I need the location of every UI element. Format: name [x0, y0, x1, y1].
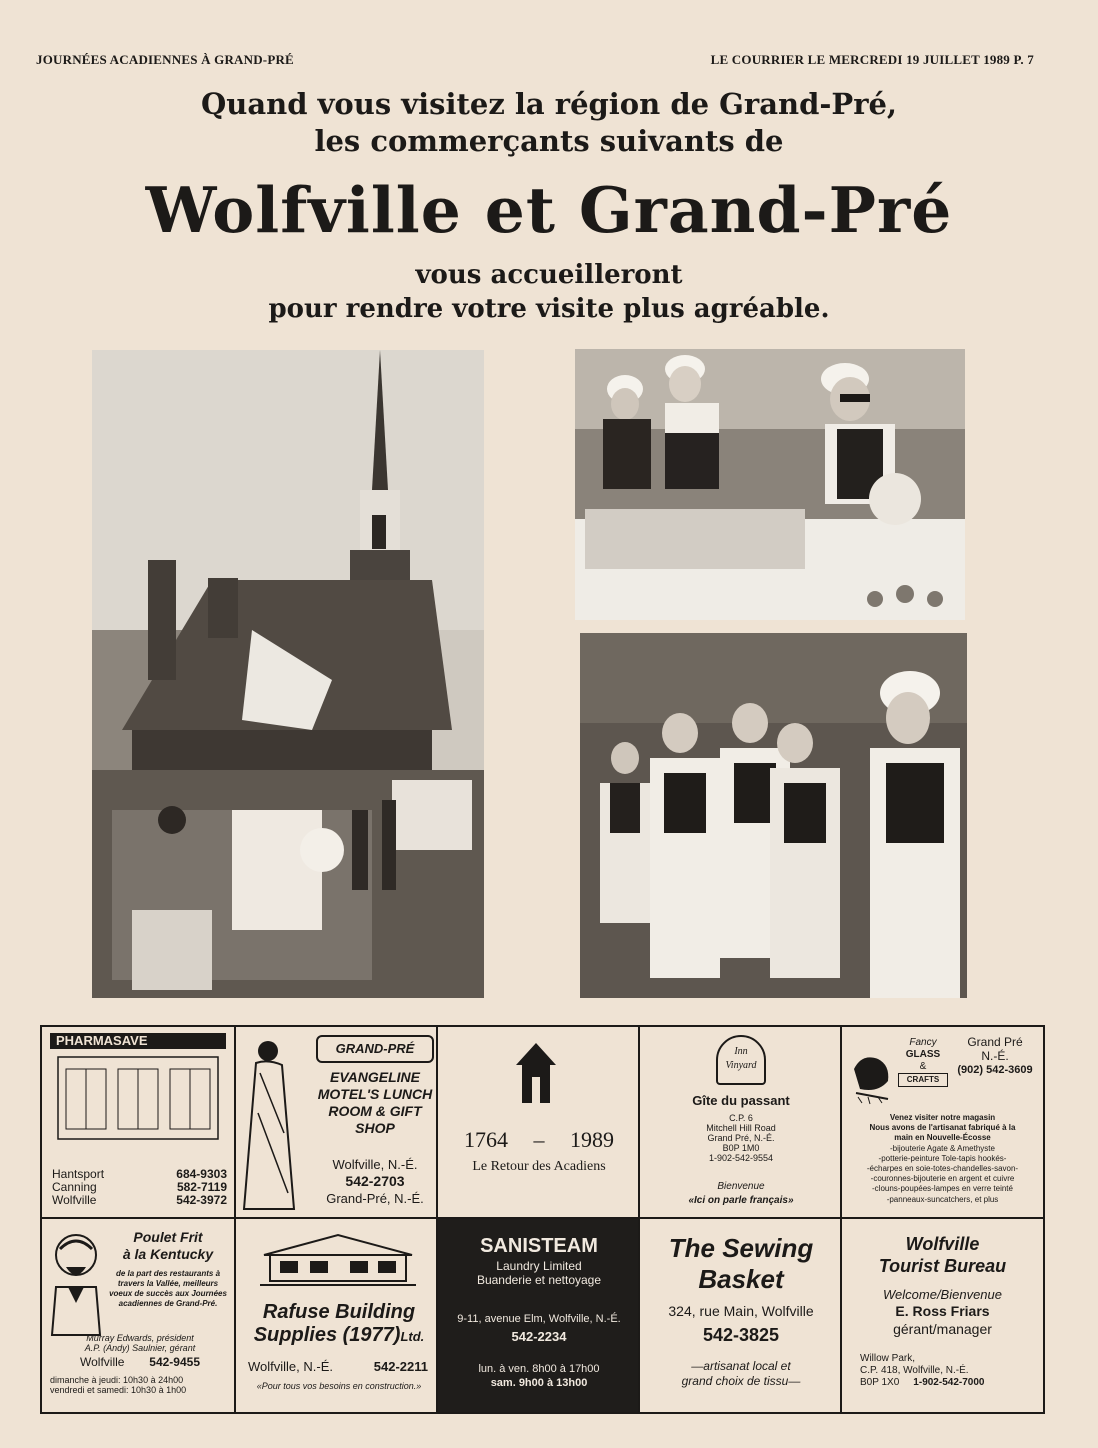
ad-fancy-glass [842, 1027, 1043, 1219]
pharmacy-storefront-illustration [56, 1053, 220, 1141]
ad-pharmasave [42, 1027, 236, 1219]
ad-evangeline [236, 1027, 438, 1219]
dancers-photo [580, 633, 967, 998]
evangeline-banner: GRAND-PRÉ [316, 1035, 434, 1063]
fancy-logo4: CRAFTS [898, 1073, 948, 1087]
sewing-tagline [640, 1359, 842, 1389]
gite-address-line: Grand Pré, N.-É. [707, 1133, 775, 1143]
headline-outro [0, 258, 1098, 326]
ad-rafuse [236, 1219, 438, 1412]
fancy-text-line: Nous avons de l'artisanat fabriqué à la [869, 1123, 1016, 1133]
evangeline-phone: 542-2703 [345, 1173, 405, 1189]
fancy-logo2: GLASS [905, 1049, 941, 1060]
rafuse-name2: Supplies (1977) [253, 1324, 401, 1346]
kentucky-hours2: vendredi et samedi: 10h30 à 1h00 [50, 1385, 187, 1395]
sanisteam-sub1: Laundry Limited [496, 1259, 582, 1273]
tourist-phone: 1-902-542-7000 [913, 1377, 985, 1388]
fancy-phone: (902) 542-3609 [957, 1064, 1033, 1076]
headline-line1: Quand vous visitez la région de Grand-Pré, [200, 87, 898, 121]
sewing-tag2: grand choix de tissu— [681, 1374, 801, 1388]
gite-logo [716, 1035, 766, 1085]
fancy-text-line: -écharpes en soie-totes-chandelles-savon- [866, 1164, 1019, 1174]
gite-logo-line2: Vinyard [725, 1060, 757, 1071]
sanisteam-phone: 542-2234 [511, 1329, 567, 1344]
sanisteam-name: SANISTEAM [480, 1235, 598, 1257]
gite-french: «Ici on parle français» [688, 1195, 794, 1206]
fancy-text-line: -potterie-peinture Tole-tapis hookés- [878, 1153, 1007, 1163]
fancy-logo1: Fancy [909, 1037, 937, 1048]
year-dash: – [533, 1127, 545, 1152]
evangeline-town2: Grand-Pré, N.-É. [326, 1191, 424, 1206]
rafuse-slogan: «Pour tous vos besoins en construction.» [256, 1381, 422, 1391]
tourist-welcome: Welcome/Bienvenue [883, 1287, 1002, 1302]
sewing-address: 324, rue Main, Wolfville [668, 1303, 814, 1319]
town: Wolfville [52, 1193, 97, 1207]
acadian-house-logo-icon [514, 1041, 558, 1105]
kentucky-message: de la part des restaurants à travers la Vallée, meilleurs voeux de succès aux Journées acadiennes de Grand-Pré. [109, 1269, 227, 1308]
year-start: 1764 [464, 1127, 508, 1152]
acadiens-years [438, 1127, 640, 1153]
evangeline-statue-illustration [238, 1033, 308, 1213]
headline-intro [0, 86, 1098, 160]
ad-tourist-bureau [842, 1219, 1043, 1412]
sewing-tag1: —artisanat local et [691, 1359, 791, 1373]
town: Canning [52, 1180, 97, 1194]
ad-sewing-basket [640, 1219, 842, 1412]
pharmasave-brand: PHARMASAVE [56, 1033, 148, 1048]
ad-sanisteam [438, 1219, 640, 1412]
fancy-text-line: -bijouterie Agate & Amethyste [890, 1143, 995, 1153]
tourist-manager-name: E. Ross Friars [895, 1303, 990, 1319]
sewing-title1: The Sewing [668, 1233, 814, 1263]
gite-address [640, 1113, 842, 1163]
sewing-title2: Basket [698, 1264, 784, 1294]
tourist-postal: B0P 1X0 [860, 1377, 900, 1388]
kentucky-contact [80, 1355, 200, 1369]
ad-acadiens [438, 1027, 640, 1219]
sewing-phone: 542-3825 [702, 1325, 780, 1345]
gite-address-line: B0P 1M0 [722, 1143, 760, 1153]
fancy-town: Grand Pré [967, 1035, 1023, 1049]
fancy-text-line: -couronnes-bijouterie en argent et cuivre [870, 1174, 1015, 1184]
fancy-logo [898, 1037, 948, 1087]
tourist-addr1: Willow Park, [860, 1353, 916, 1364]
tourist-addr2: C.P. 418, Wolfville, N.-É. [860, 1365, 969, 1376]
ads-grid [40, 1025, 1045, 1414]
church-photo [92, 350, 484, 998]
rafuse-name1: Rafuse Building [262, 1301, 416, 1323]
gite-address-line: Mitchell Hill Road [706, 1123, 776, 1133]
sanisteam-address: 9-11, avenue Elm, Wolfville, N.-É. [457, 1313, 621, 1325]
kentucky-staff2: A.P. (Andy) Saulnier, gérant [84, 1343, 196, 1353]
headline-line3: vous accueilleront [415, 260, 683, 290]
kentucky-hours1: dimanche à jeudi: 10h30 à 24h00 [50, 1375, 184, 1385]
sanisteam-hours2: sam. 9h00 à 13h00 [490, 1377, 588, 1389]
tourist-title1: Wolfville [905, 1234, 980, 1254]
gite-welcome: Bienvenue [717, 1181, 765, 1192]
ad-gite-du-passant [640, 1027, 842, 1219]
rafuse-phone: 542-2211 [373, 1359, 428, 1374]
fancy-description [842, 1113, 1043, 1205]
kentucky-phone: 542-9455 [149, 1355, 200, 1369]
women-illustration [575, 349, 965, 620]
sewing-title [640, 1233, 842, 1295]
rafuse-ltd: Ltd. [400, 1329, 425, 1344]
fancy-text-line: main en Nouvelle-Écosse [894, 1133, 991, 1143]
rafuse-name [244, 1301, 434, 1348]
gite-name: Gîte du passant [692, 1093, 790, 1108]
fancy-text-line: Venez visiter notre magasin [889, 1113, 996, 1122]
house-illustration [260, 1231, 416, 1287]
kentucky-hours [50, 1375, 236, 1395]
town: Hantsport [52, 1167, 105, 1181]
fancy-location [950, 1035, 1040, 1077]
newspaper-dateline: LE COURRIER LE MERCREDI 19 JUILLET 1989 P. 7 [710, 52, 1034, 67]
rafuse-town: Wolfville, N.-É. [248, 1359, 333, 1374]
fancy-prov: N.-É. [981, 1049, 1009, 1063]
pharmasave-logo [50, 1033, 226, 1049]
pharmasave-phone-list [52, 1168, 227, 1207]
gite-phone: 1-902-542-9554 [708, 1153, 774, 1163]
gite-address-line: C.P. 6 [729, 1113, 753, 1123]
acadiens-caption: Le Retour des Acadiens [472, 1159, 606, 1174]
duck-icon [848, 1039, 896, 1105]
church-illustration [92, 350, 484, 998]
phone: 542-3972 [176, 1193, 227, 1207]
kentucky-town: Wolfville [80, 1355, 125, 1369]
fancy-text-line: -panneaux-suncatchers, et plus [886, 1194, 999, 1204]
rafuse-name2-row [244, 1324, 434, 1348]
tourist-contact-row [860, 1377, 1040, 1389]
evangeline-name: EVANGELINE MOTEL'S LUNCH ROOM & GIFT SHOP [317, 1069, 433, 1136]
kentucky-title1: Poulet Frit [133, 1229, 203, 1245]
fancy-text-line: -clouns-poupées-lampes en verre teinté [872, 1184, 1013, 1194]
headline-main: Wolfville et Grand-Pré [145, 173, 953, 247]
kentucky-title [104, 1229, 232, 1263]
fancy-logo3: & [919, 1061, 927, 1072]
women-photo [575, 349, 965, 620]
kentucky-staff1: Murray Edwards, président [86, 1333, 194, 1343]
sanisteam-hours1: lun. à ven. 8h00 à 17h00 [478, 1363, 600, 1375]
section-title: JOURNÉES ACADIENNES À GRAND-PRÉ [36, 52, 294, 67]
tourist-title [842, 1233, 1043, 1277]
gite-logo-line1: Inn [734, 1046, 748, 1057]
headline-line2: les commerçants suivants de [314, 124, 784, 158]
tourist-role: gérant/manager [893, 1321, 992, 1337]
year-end: 1989 [570, 1127, 614, 1152]
dancers-illustration [580, 633, 967, 998]
phone: 684-9303 [176, 1167, 227, 1181]
sanisteam-sub2: Buanderie et nettoyage [476, 1273, 602, 1287]
tourist-title2: Tourist Bureau [878, 1256, 1007, 1276]
phone: 582-7119 [176, 1180, 227, 1194]
ad-kentucky [42, 1219, 236, 1412]
headline-line4: pour rendre votre visite plus agréable. [268, 294, 830, 324]
evangeline-town: Wolfville, N.-É. [332, 1157, 418, 1172]
kentucky-staff [50, 1333, 230, 1353]
pharmasave-row-wolfville [52, 1194, 227, 1207]
tourist-address [860, 1353, 1040, 1389]
rafuse-contact [248, 1359, 428, 1374]
kentucky-title2: à la Kentucky [122, 1246, 214, 1262]
colonel-portrait-icon [48, 1227, 104, 1337]
